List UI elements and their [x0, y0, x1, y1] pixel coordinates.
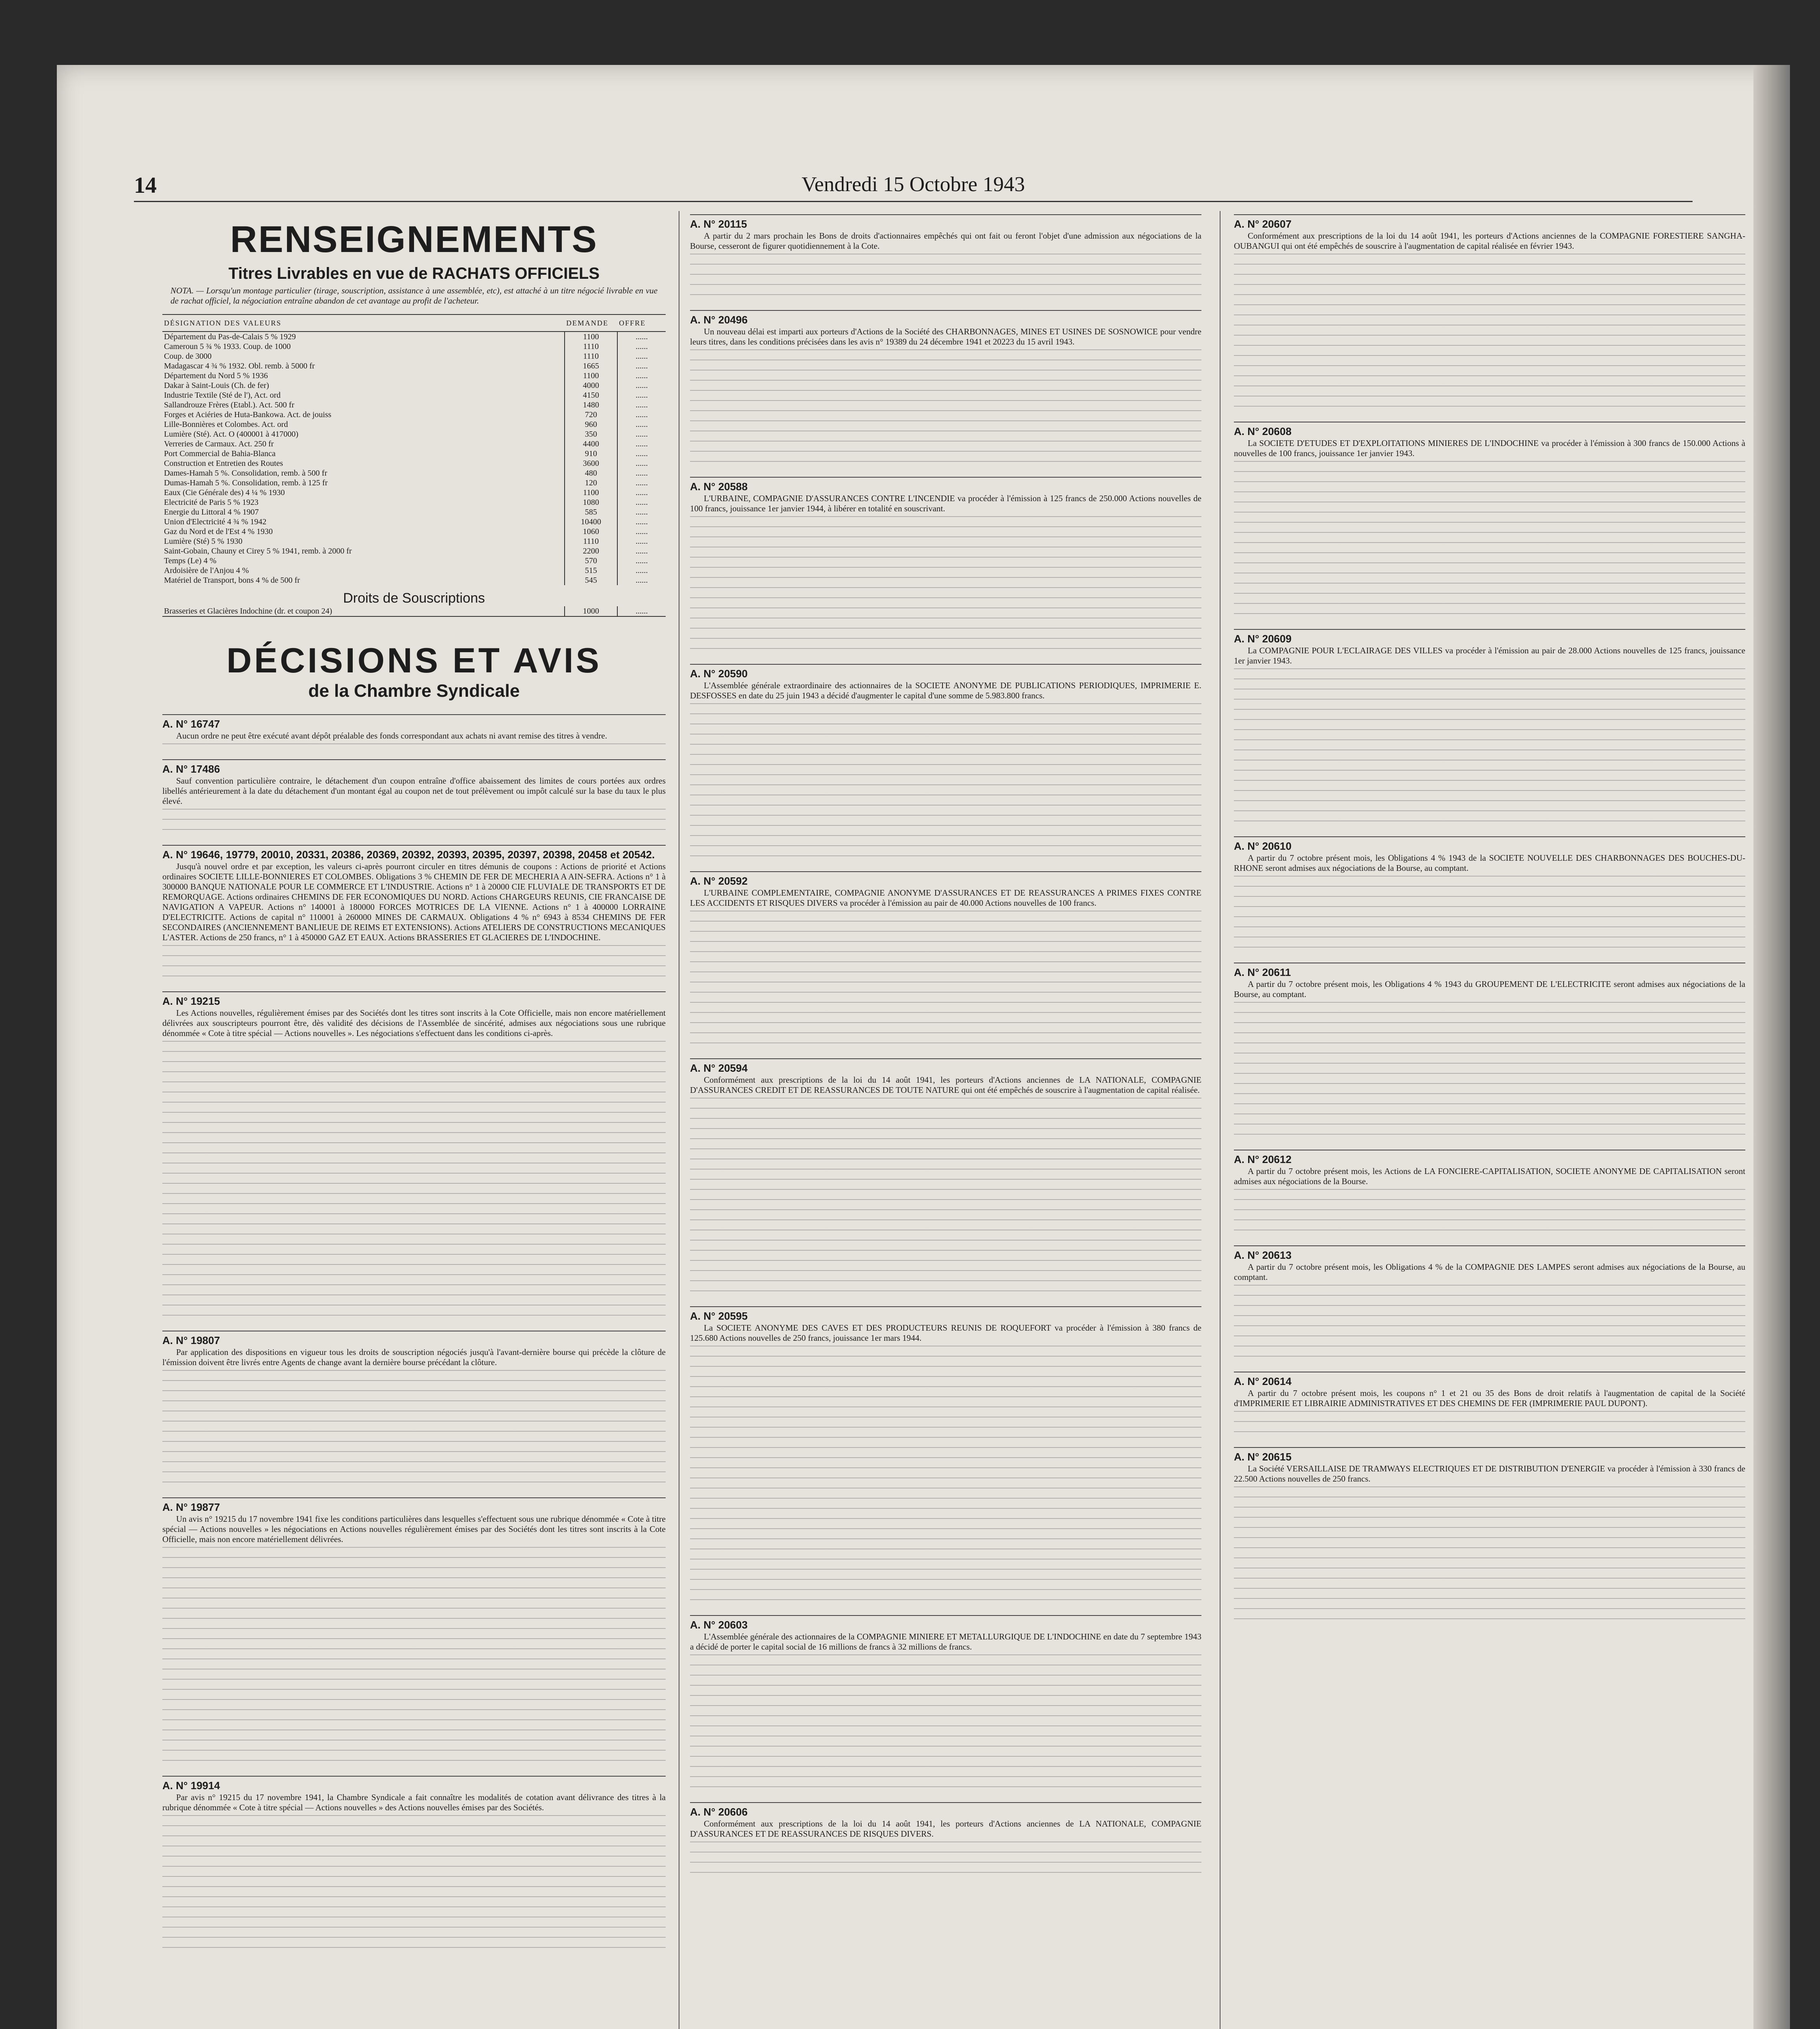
avis-body: Conformément aux prescriptions de la loi du 14 août 1941, les porteurs d'Actions anciennes de LA NATIONALE, COMPAGNIE D'ASSURANCES CREDIT ET DE REASSURANCES DE TOUTE NATURE qui ont été empêchés de souscrire à l'augmentation de capital réalisée.	[690, 1075, 1201, 1095]
body-text-lines	[690, 516, 1201, 658]
avis-article	[162, 1331, 666, 1492]
body-text-lines	[1234, 876, 1745, 957]
designation-cell: Madagascar 4 ¾ % 1932. Obl. remb. à 5000 fr	[164, 362, 315, 370]
designation-cell: Département du Pas-de-Calais 5 % 1929	[164, 332, 296, 341]
column-3-articles	[1234, 214, 1745, 1628]
offre-cell: ......	[617, 517, 666, 527]
avis-number: A. N° 20588	[690, 477, 1201, 492]
renseignements-subtitle: Titres Livrables en vue de RACHATS OFFICIELS	[228, 265, 600, 282]
body-text-lines	[1234, 1411, 1745, 1441]
table-row	[162, 342, 666, 351]
designation-cell: Port Commercial de Bahia-Blanca	[164, 449, 276, 458]
body-text-lines	[690, 1654, 1201, 1796]
demande-cell: 2200	[565, 546, 617, 556]
designation-cell: Dakar à Saint-Louis (Ch. de fer)	[164, 381, 269, 390]
column-rule	[1220, 211, 1221, 2029]
column-header-designation: DÉSIGNATION DES VALEURS	[162, 314, 565, 332]
body-text-lines	[162, 945, 666, 986]
avis-body: La Société VERSAILLAISE DE TRAMWAYS ELECTRIQUES ET DE DISTRIBUTION D'ENERGIE va procéder à l'émission à 330 francs de 22.500 Actions nouvelles de 250 francs.	[1234, 1464, 1745, 1484]
demande-cell: 515	[565, 566, 617, 575]
rachats-table-box	[162, 314, 666, 617]
offre-cell: ......	[617, 400, 666, 410]
avis-article	[1234, 1372, 1745, 1441]
body-text-lines	[162, 1547, 666, 1770]
designation-cell: Construction et Entretien des Routes	[164, 459, 283, 468]
avis-body: Conformément aux prescriptions de la loi du 14 août 1941, les porteurs d'Actions anciennes de LA NATIONALE, COMPAGNIE D'ASSURANCES ET DE REASSURANCES DE RISQUES DIVERS.	[690, 1819, 1201, 1839]
avis-number: A. N° 20613	[1234, 1245, 1745, 1260]
table-row	[162, 507, 666, 517]
designation-cell: Département du Nord 5 % 1936	[164, 371, 268, 380]
table-row	[162, 459, 666, 468]
demande-cell: 1060	[565, 527, 617, 536]
avis-article	[162, 714, 666, 754]
designation-cell: Cameroun 5 ¾ % 1933. Coup. de 1000	[164, 342, 291, 351]
offre-cell: ......	[617, 342, 666, 351]
offre-cell: ......	[617, 575, 666, 585]
body-text-lines	[162, 1815, 666, 1957]
designation-cell: Union d'Electricité 4 ¾ % 1942	[164, 517, 267, 526]
avis-article	[690, 477, 1201, 658]
avis-article	[162, 845, 666, 986]
decisions-title: DÉCISIONS ET AVIS	[226, 641, 602, 680]
column-3	[1234, 211, 1745, 2029]
designation-cell: Dumas-Hamah 5 %. Consolidation, remb. à 125 fr	[164, 478, 328, 487]
avis-body: La COMPAGNIE POUR L'ECLAIRAGE DES VILLES va procéder à l'émission au pair de 28.000 Actions nouvelles de 125 francs, jouissance 1er janvier 1943.	[1234, 646, 1745, 666]
designation-cell: Temps (Le) 4 %	[164, 556, 217, 565]
avis-body: L'URBAINE COMPLEMENTAIRE, COMPAGNIE ANONYME D'ASSURANCES ET DE REASSURANCES A PRIMES FIXES CONTRE LES ACCIDENTS ET RISQUES DIVERS va procéder à l'émission au pair de 40.000 Actions nouvelles de 100 francs.	[690, 888, 1201, 908]
avis-body: L'Assemblée générale extraordinaire des actionnaires de la SOCIETE ANONYME DE PUBLICATIONS PERIODIQUES, IMPRIMERIE E. DESFOSSES en date du 25 juin 1943 a décidé d'augmenter le capital d'une somme de 5.983.800 francs.	[690, 681, 1201, 700]
avis-body: A partir du 7 octobre présent mois, les Actions de LA FONCIERE-CAPITALISATION, SOCIETE ANONYME DE CAPITALISATION seront admises aux négociations de la Bourse.	[1234, 1166, 1745, 1186]
body-text-lines	[162, 743, 666, 754]
table-row	[162, 332, 666, 342]
avis-article	[1234, 629, 1745, 831]
table-row	[162, 517, 666, 527]
body-text-lines	[1234, 1486, 1745, 1628]
avis-number: A. N° 20606	[690, 1802, 1201, 1817]
avis-number: A. N° 20594	[690, 1058, 1201, 1073]
avis-body: A partir du 7 octobre présent mois, les coupons n° 1 et 21 ou 35 des Bons de droit relatifs à l'augmentation de capital de la Société d'IMPRIMERIE ET LIBRAIRIE ADMINISTRATIVES ET DES CHEMINS DE FER (IMPRIMERIE PAUL DUPONT).	[1234, 1388, 1745, 1408]
offre-cell: ......	[617, 381, 666, 390]
avis-number: A. N° 19914	[162, 1776, 666, 1791]
page-date: Vendredi 15 Octobre 1943	[801, 173, 1025, 196]
avis-number: A. N° 20603	[690, 1615, 1201, 1630]
demande-cell: 960	[565, 420, 617, 429]
demande-cell: 1110	[565, 342, 617, 351]
avis-number: A. N° 19877	[162, 1497, 666, 1512]
offre-cell: ......	[617, 507, 666, 517]
column-header-offre: OFFRE	[617, 314, 666, 332]
demande-cell: 1000	[565, 606, 617, 616]
offre-cell: ......	[617, 556, 666, 566]
offre-cell: ......	[617, 606, 666, 616]
avis-number: A. N° 20611	[1234, 963, 1745, 978]
page-number: 14	[134, 173, 157, 198]
offre-cell: ......	[617, 410, 666, 420]
body-text-lines	[690, 349, 1201, 471]
avis-article	[690, 664, 1201, 866]
avis-number: A. N° 20496	[690, 310, 1201, 325]
body-text-lines	[1234, 1189, 1745, 1240]
body-text-lines	[690, 1098, 1201, 1301]
body-text-lines	[690, 703, 1201, 866]
offre-cell: ......	[617, 527, 666, 536]
demande-cell: 585	[565, 507, 617, 517]
rachats-table-body	[162, 332, 666, 585]
avis-number: A. N° 19807	[162, 1331, 666, 1346]
demande-cell: 4000	[565, 381, 617, 390]
body-text-lines	[690, 1346, 1201, 1609]
avis-number: A. N° 19646, 19779, 20010, 20331, 20386, 20369, 20392, 20393, 20395, 20397, 20398, 20458 et 20542.	[162, 845, 666, 860]
column-2	[690, 211, 1201, 2029]
body-text-lines	[690, 911, 1201, 1053]
avis-article	[1234, 1150, 1745, 1240]
offre-cell: ......	[617, 439, 666, 449]
designation-cell: Verreries de Carmaux. Act. 250 fr	[164, 439, 274, 448]
avis-body: L'URBAINE, COMPAGNIE D'ASSURANCES CONTRE L'INCENDIE va procéder à l'émission à 125 francs de 250.000 Actions nouvelles de 100 francs, jouissance 1er janvier 1944, à libérer en totalité en souscrivant.	[690, 493, 1201, 513]
avis-number: A. N° 20592	[690, 871, 1201, 886]
avis-body: A partir du 7 octobre présent mois, les Obligations 4 % 1943 de la SOCIETE NOUVELLE DES CHARBONNAGES DES BOUCHES-DU-RHONE seront admises aux négociations de la Bourse, au comptant.	[1234, 853, 1745, 873]
avis-body: Jusqu'à nouvel ordre et par exception, les valeurs ci-après pourront circuler en titres démunis de coupons : Actions de priorité et Actions ordinaires SOCIETE LILLE-BONNIERES ET COLOMBES. Obligations 3 % CHEMIN DE FER DE MECHERIA A AIN-SEFRA. Actions n° 1 à 300000 BANQUE NATIONALE POUR LE COMMERCE ET L'INDUSTRIE. Actions n° 1 à 20000 CIE FLUVIALE DE TRANSPORTS ET DE REMORQUAGE. Actions ordinaires CHEMINS DE FER ECONOMIQUES DU NORD. Actions CHARGEURS REUNIS, CIE FRANCAISE DE NAVIGATION A VAPEUR. Actions n° 140001 à 180000 FORCES MOTRICES DE LA VIENNE. Actions n° 1 à 400000 LORRAINE D'ELECTRICITE. Actions de capital n° 110001 à 260000 MINES DE CARMAUX. Obligations 4 % n° 6943 à 8534 CHEMINS DE FER SECONDAIRES (ANCIENNEMENT BANLIEUE DE REIMS ET EXTENSIONS). Actions ATELIERS DE CONSTRUCTIONS MECANIQUES L'ASTER. Actions de 250 francs, n° 1 à 450000 GAZ ET EAUX. Actions BRASSERIES ET GLACIERES DE L'INDOCHINE.	[162, 862, 666, 942]
avis-number: A. N° 16747	[162, 714, 666, 729]
avis-body: La SOCIETE D'ETUDES ET D'EXPLOITATIONS MINIERES DE L'INDOCHINE va procéder à l'émission à 300 francs de 150.000 Actions à nouvelles de 100 francs, jouissance 1er janvier 1943.	[1234, 438, 1745, 458]
table-row	[162, 468, 666, 478]
droits-title: Droits de Souscriptions	[343, 590, 485, 606]
demande-cell: 4150	[565, 390, 617, 400]
avis-number: A. N° 20608	[1234, 422, 1745, 437]
offre-cell: ......	[617, 390, 666, 400]
designation-cell: Gaz du Nord et de l'Est 4 % 1930	[164, 527, 273, 536]
avis-article	[1234, 963, 1745, 1144]
avis-article	[1234, 1245, 1745, 1366]
designation-cell: Forges et Aciéries de Huta-Bankowa. Act. de jouiss	[164, 410, 332, 419]
body-text-lines	[1234, 461, 1745, 623]
offre-cell: ......	[617, 429, 666, 439]
table-row	[162, 381, 666, 390]
table-row	[162, 536, 666, 546]
avis-article	[1234, 1447, 1745, 1628]
demande-cell: 3600	[565, 459, 617, 468]
avis-article	[690, 310, 1201, 471]
demande-cell: 570	[565, 556, 617, 566]
avis-body: Aucun ordre ne peut être exécuté avant dépôt préalable des fonds correspondant aux achats ni avant remise des titres à vendre.	[176, 731, 607, 741]
avis-body: Sauf convention particulière contraire, le détachement d'un coupon entraîne d'office abaissement des limites de cours portées aux ordres libellés antérieurement à la date du détachement d'un montant égal au coupon net de tout prélèvement ou impôt calculé sur la base du taux le plus élevé.	[162, 776, 666, 806]
table-row	[162, 390, 666, 400]
demande-cell: 120	[565, 478, 617, 488]
table-row	[162, 575, 666, 585]
offre-cell: ......	[617, 498, 666, 507]
avis-body: Par application des dispositions en vigueur tous les droits de souscription négociés jusqu'à l'avant-dernière bourse qui précède la clôture de l'émission doivent être livrés entre Agents de change avant la dernière bourse précédant la clôture.	[162, 1347, 666, 1367]
offre-cell: ......	[617, 478, 666, 488]
avis-article	[690, 1802, 1201, 1882]
table-row	[162, 420, 666, 429]
avis-body: A partir du 7 octobre présent mois, les Obligations 4 % 1943 du GROUPEMENT DE L'ELECTRICITE seront admises aux négociations de la Bourse, au comptant.	[1234, 979, 1745, 999]
avis-body: L'Assemblée générale des actionnaires de la COMPAGNIE MINIERE ET METALLURGIQUE DE L'INDOCHINE en date du 7 septembre 1943 a décidé de porter le capital social de 16 millions de francs à 32 millions de francs.	[690, 1632, 1201, 1652]
avis-body: Les Actions nouvelles, régulièrement émises par des Sociétés dont les titres sont inscrits à la Cote Officielle, mais non encore matériellement délivrées aux souscripteurs pourront être, dès validité des décisions de l'Assemblée de sincérité, admises aux négociations sous une rubrique dénommée « Cote à titre spécial — Actions nouvelles ». Les négociations s'effectuent dans les conditions ci-après.	[162, 1008, 666, 1038]
offre-cell: ......	[617, 449, 666, 459]
offre-cell: ......	[617, 459, 666, 468]
offre-cell: ......	[617, 468, 666, 478]
body-text-lines	[1234, 668, 1745, 831]
table-row	[162, 351, 666, 361]
table-row	[162, 566, 666, 575]
offre-cell: ......	[617, 536, 666, 546]
avis-article	[162, 759, 666, 839]
demande-cell: 1480	[565, 400, 617, 410]
table-row	[162, 498, 666, 507]
table-row	[162, 371, 666, 381]
designation-cell: Lumière (Sté). Act. O (400001 à 417000)	[164, 430, 299, 439]
demande-cell: 4400	[565, 439, 617, 449]
offre-cell: ......	[617, 351, 666, 361]
table-row	[162, 478, 666, 488]
table-row	[162, 546, 666, 556]
designation-cell: Ardoisière de l'Anjou 4 %	[164, 566, 249, 575]
demande-cell: 1665	[565, 361, 617, 371]
avis-article	[690, 1058, 1201, 1301]
avis-number: A. N° 20595	[690, 1306, 1201, 1321]
body-text-lines	[690, 254, 1201, 304]
demande-cell: 10400	[565, 517, 617, 527]
avis-number: A. N° 20590	[690, 664, 1201, 679]
offre-cell: ......	[617, 488, 666, 498]
offre-cell: ......	[617, 546, 666, 556]
demande-cell: 1100	[565, 332, 617, 342]
designation-cell: Eaux (Cie Générale des) 4 ¼ % 1930	[164, 488, 285, 497]
page-header	[134, 172, 1693, 202]
renseignements-title: RENSEIGNEMENTS	[230, 219, 598, 260]
demande-cell: 910	[565, 449, 617, 459]
offre-cell: ......	[617, 371, 666, 381]
table-row	[162, 606, 666, 616]
avis-article	[162, 991, 666, 1325]
demande-cell: 1100	[565, 371, 617, 381]
avis-number: A. N° 20607	[1234, 214, 1745, 229]
avis-number: A. N° 20609	[1234, 629, 1745, 644]
body-text-lines	[1234, 254, 1745, 416]
designation-cell: Matériel de Transport, bons 4 % de 500 fr	[164, 576, 300, 585]
designation-cell: Energie du Littoral 4 % 1907	[164, 508, 259, 517]
avis-body: La SOCIETE ANONYME DES CAVES ET DES PRODUCTEURS REUNIS DE ROQUEFORT va procéder à l'émission à 380 francs de 125.680 Actions nouvelles de 250 francs, jouissance 1er mars 1944.	[690, 1323, 1201, 1343]
column-2-articles	[690, 214, 1201, 1882]
avis-number: A. N° 20615	[1234, 1447, 1745, 1462]
designation-cell: Industrie Textile (Sté de l'), Act. ord	[164, 391, 281, 400]
body-text-lines	[1234, 1285, 1745, 1366]
avis-article	[690, 214, 1201, 304]
column-1-articles	[162, 714, 666, 1957]
avis-article	[690, 871, 1201, 1053]
designation-cell: Electricité de Paris 5 % 1923	[164, 498, 259, 507]
avis-number: A. N° 20115	[690, 214, 1201, 229]
page-spine-shadow	[1753, 65, 1790, 2029]
table-row	[162, 400, 666, 410]
avis-body: Par avis n° 19215 du 17 novembre 1941, la Chambre Syndicale a fait connaître les modalités de cotation avant délivrance des titres à la rubrique dénommée « Cote à titre spécial — Actions nouvelles » des Actions nouvelles émises par des Sociétés.	[162, 1792, 666, 1812]
table-row	[162, 410, 666, 420]
designation-cell: Saint-Gobain, Chauny et Cirey 5 % 1941, remb. à 2000 fr	[164, 547, 352, 556]
avis-body: Un avis n° 19215 du 17 novembre 1941 fixe les conditions particulières dans lesquelles s'effectuent sous une rubrique dénommée « Cote à titre spécial — Actions nouvelles » les négociations en Actions nouvelles régulièrement émises par des Sociétés dont les titres sont inscrits à la Cote Officielle, mais non encore matériellement délivrées.	[162, 1514, 666, 1544]
body-text-lines	[690, 1842, 1201, 1882]
avis-number: A. N° 20610	[1234, 836, 1745, 851]
avis-body: A partir du 7 octobre présent mois, les Obligations 4 % de la COMPAGNIE DES LAMPES seront admises aux négociations de la Bourse, au comptant.	[1234, 1262, 1745, 1282]
avis-article	[690, 1306, 1201, 1609]
offre-cell: ......	[617, 332, 666, 342]
demande-cell: 1100	[565, 488, 617, 498]
demande-cell: 545	[565, 575, 617, 585]
avis-body: A partir du 2 mars prochain les Bons de droits d'actionnaires empêchés qui ont fait ou feront l'objet d'une admission aux négociations de la Bourse, cesseront de figurer quotidiennement à la Cote.	[690, 231, 1201, 251]
demande-cell: 720	[565, 410, 617, 420]
demande-cell: 1080	[565, 498, 617, 507]
table-row	[162, 361, 666, 371]
designation-cell: Lille-Bonnières et Colombes. Act. ord	[164, 420, 288, 429]
body-text-lines	[162, 1041, 666, 1325]
designation-cell: Coup. de 3000	[164, 352, 212, 361]
table-row	[162, 527, 666, 536]
demande-cell: 1110	[565, 351, 617, 361]
table-row	[162, 449, 666, 459]
table-row	[162, 439, 666, 449]
designation-cell: Sallandrouze Frères (Etabl.). Act. 500 fr	[164, 401, 295, 409]
demande-cell: 480	[565, 468, 617, 478]
avis-article	[1234, 836, 1745, 957]
designation-cell: Dames-Hamah 5 %. Consolidation, remb. à 500 fr	[164, 469, 328, 478]
avis-body: Un nouveau délai est imparti aux porteurs d'Actions de la Société des CHARBONNAGES, MINES ET USINES DE SOSNOWICE pour vendre leurs titres, dans les conditions précisées dans les avis n° 19389 du 24 décembre 1941 et 20223 du 15 avril 1943.	[690, 327, 1201, 347]
avis-number: A. N° 19215	[162, 991, 666, 1006]
column-1	[162, 211, 666, 2029]
avis-number: A. N° 20614	[1234, 1372, 1745, 1387]
droits-table-body	[162, 606, 666, 616]
offre-cell: ......	[617, 361, 666, 371]
body-text-lines	[162, 1370, 666, 1492]
body-text-lines	[1234, 1002, 1745, 1144]
demande-cell: 1110	[565, 536, 617, 546]
table-row	[162, 488, 666, 498]
avis-article	[1234, 214, 1745, 416]
decisions-subtitle: de la Chambre Syndicale	[308, 681, 520, 701]
column-header-demande: DEMANDE	[565, 314, 617, 332]
avis-article	[162, 1497, 666, 1770]
renseignements-note: NOTA. — Lorsqu'un montage particulier (tirage, souscription, assistance à une assemblée, etc), est attaché à un titre négocié livrable en vue de rachat officiel, la négociation entraîne abandon de cet avantage au profit de l'acheteur.	[170, 286, 658, 306]
body-text-lines	[162, 809, 666, 839]
avis-article	[1234, 422, 1745, 623]
offre-cell: ......	[617, 566, 666, 575]
avis-number: A. N° 17486	[162, 759, 666, 774]
table-row	[162, 429, 666, 439]
rachats-table	[162, 314, 666, 616]
designation-cell: Lumière (Sté) 5 % 1930	[164, 537, 243, 546]
avis-article	[690, 1615, 1201, 1796]
avis-number: A. N° 20612	[1234, 1150, 1745, 1165]
avis-article	[162, 1776, 666, 1957]
designation-cell: Brasseries et Glacières Indochine (dr. et coupon 24)	[164, 607, 332, 616]
offre-cell: ......	[617, 420, 666, 429]
avis-body: Conformément aux prescriptions de la loi du 14 août 1941, les porteurs d'Actions anciennes de la COMPAGNIE FORESTIERE SANGHA-OUBANGUI qui ont été empêchés de souscrire à l'augmentation de capital réalisée en février 1943.	[1234, 231, 1745, 251]
table-row	[162, 556, 666, 566]
demande-cell: 350	[565, 429, 617, 439]
